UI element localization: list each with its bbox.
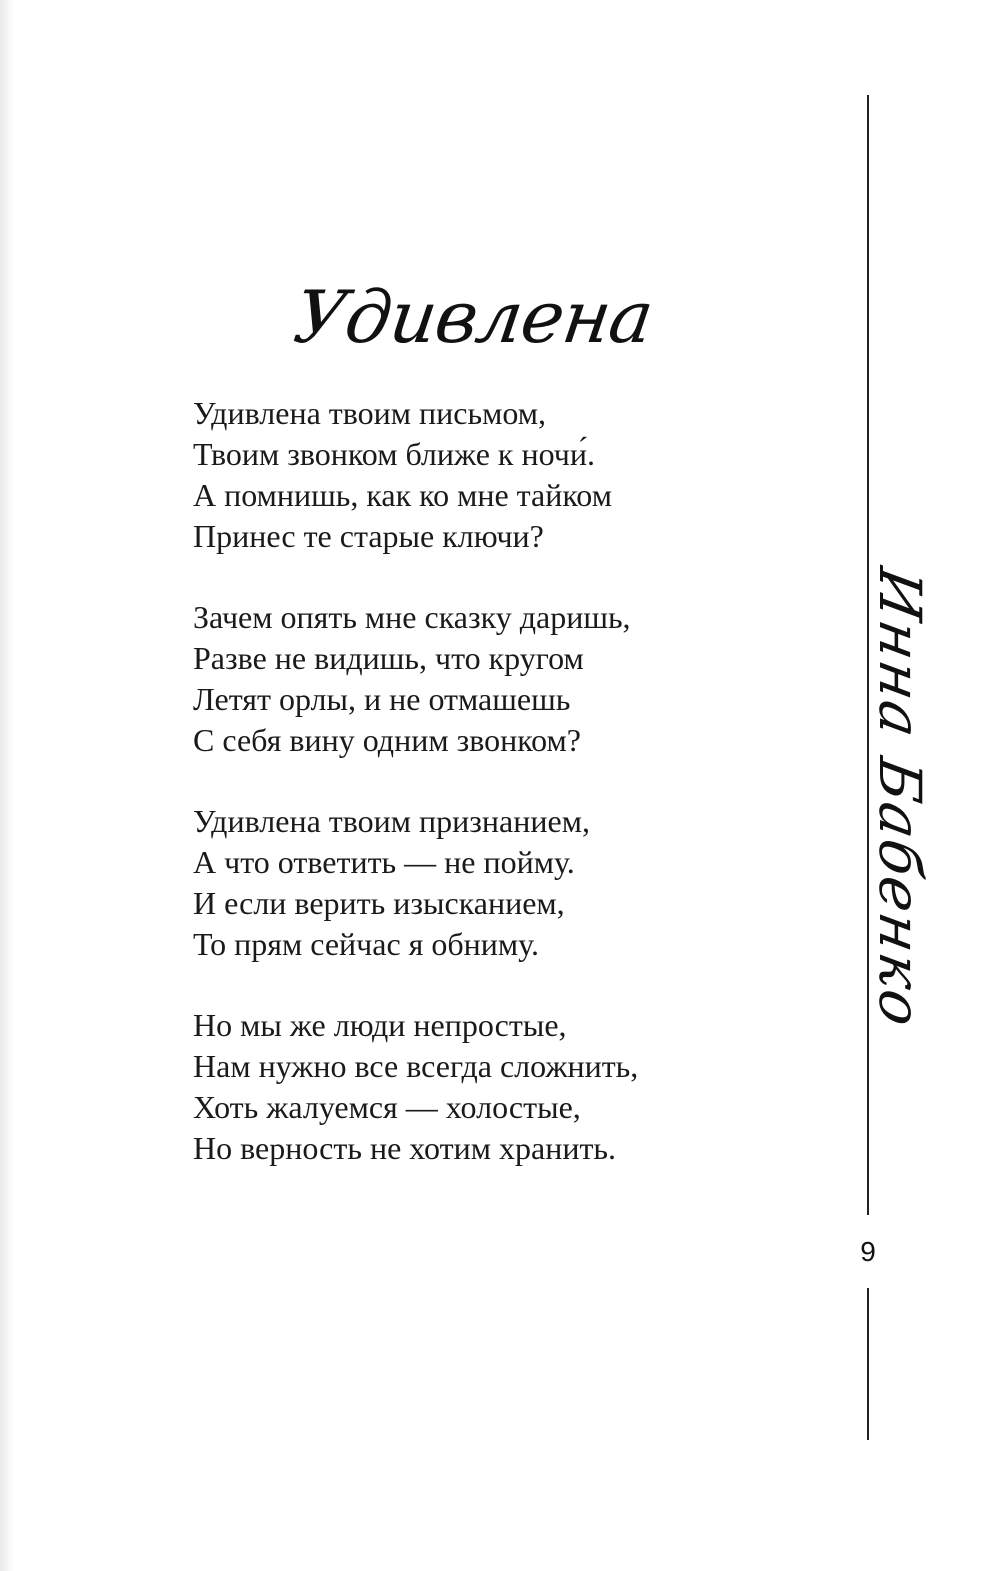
poem-line: Удивлена твоим признанием, xyxy=(193,803,590,839)
poem-line: Разве не видишь, что кругом xyxy=(193,640,584,676)
margin-rule-bottom xyxy=(867,1288,869,1440)
poem-line: И если верить изысканием, xyxy=(193,885,565,921)
poem-line: Принес те старые ключи? xyxy=(193,518,544,554)
poem-line: С себя вину одним звонком? xyxy=(193,722,581,758)
poem-line: Удивлена твоим письмом, xyxy=(193,395,546,431)
poem-line: Нам нужно все всегда сложнить, xyxy=(193,1048,639,1084)
page-gutter-shadow xyxy=(0,0,14,1571)
poem-title: Удивлена xyxy=(289,275,658,359)
stanza-3 xyxy=(193,801,753,965)
poem-line: Твоим звонком ближе к ночи́. xyxy=(193,436,595,472)
poem-body xyxy=(193,393,753,1209)
page-number: 9 xyxy=(860,1236,876,1267)
poem-line: Но верность не хотим хранить. xyxy=(193,1130,617,1166)
poem-line: То прям сейчас я обниму. xyxy=(193,926,539,962)
poem-line: Зачем опять мне сказку даришь, xyxy=(193,599,631,635)
poem-line: Но мы же люди непростые, xyxy=(193,1007,567,1043)
stanza-4 xyxy=(193,1005,753,1169)
poem-line: Летят орлы, и не отмашешь xyxy=(193,681,571,717)
stanza-1 xyxy=(193,393,753,557)
author-name: Инна Бабенко xyxy=(866,562,934,1034)
poem-line: Хоть жалуемся — холостые, xyxy=(193,1089,581,1125)
poem-line: А что ответить — не пойму. xyxy=(193,844,575,880)
stanza-2 xyxy=(193,597,753,761)
poem-line: А помнишь, как ко мне тайком xyxy=(193,477,612,513)
